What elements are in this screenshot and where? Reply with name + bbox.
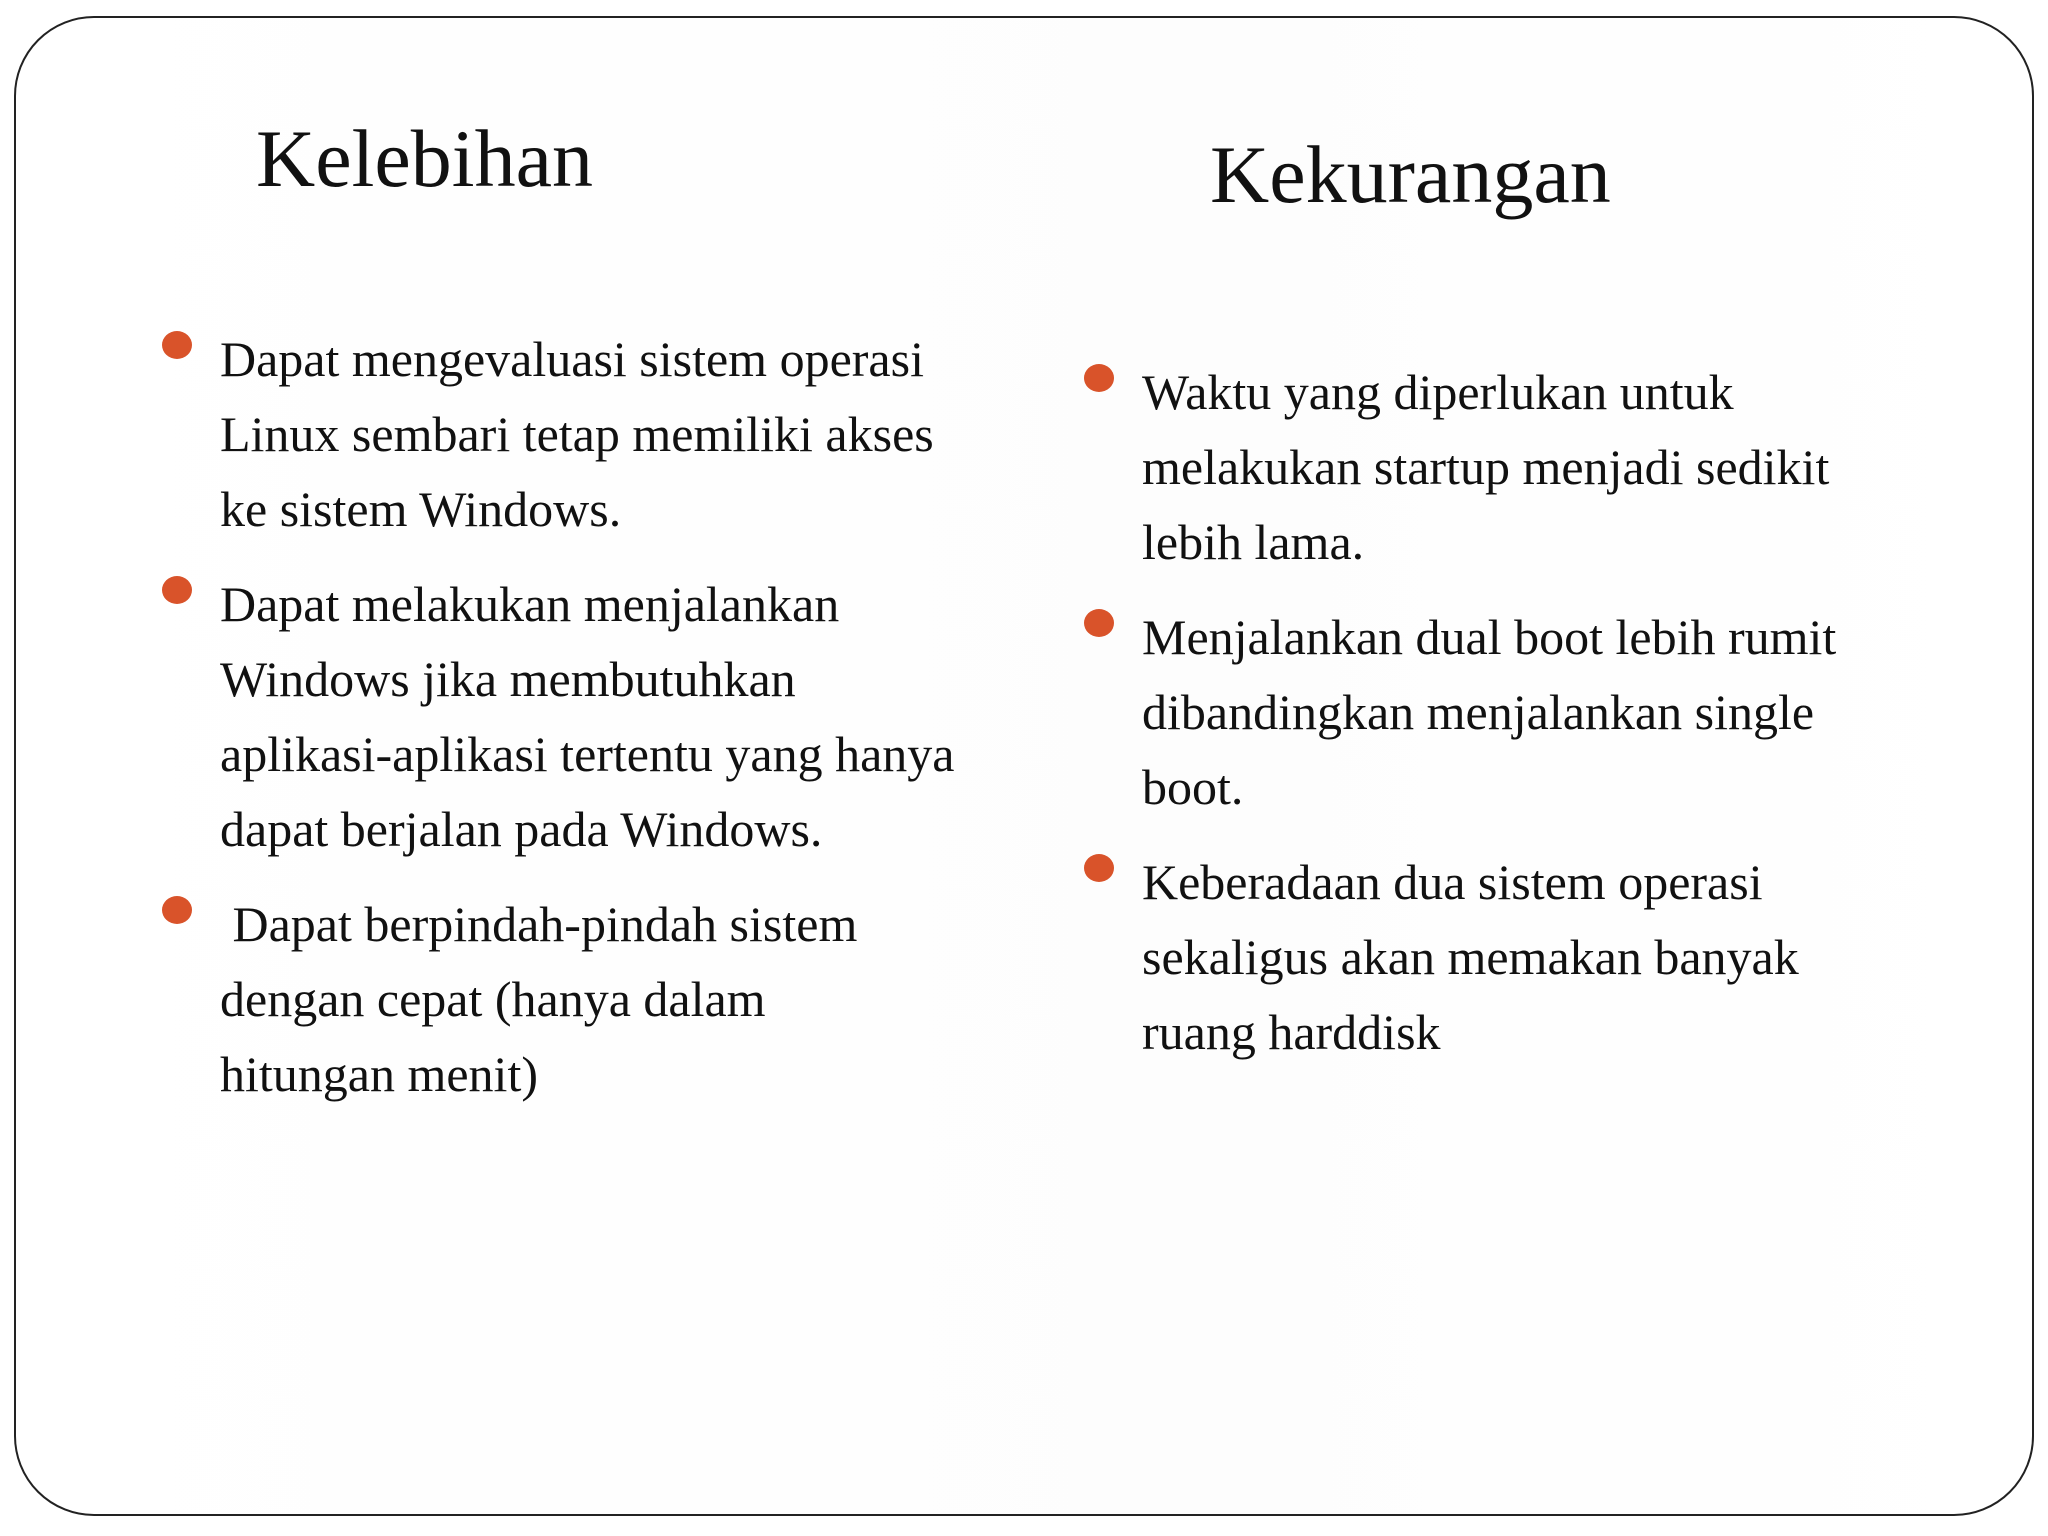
item-line: Dapat melakukan menjalankan bbox=[220, 576, 840, 632]
item-line: Dapat mengevaluasi sistem operasi bbox=[220, 331, 924, 387]
kelebihan-list bbox=[160, 322, 1040, 1132]
bullet-dot-icon bbox=[162, 896, 192, 924]
item-line: aplikasi-aplikasi tertentu yang hanya bbox=[220, 726, 955, 782]
item-line: dapat berjalan pada Windows. bbox=[220, 801, 823, 857]
item-line: dibandingkan menjalankan single bbox=[1142, 684, 1815, 740]
bullet-dot-icon bbox=[162, 576, 192, 604]
item-line: hitungan menit) bbox=[220, 1046, 538, 1102]
kekurangan-item-2 bbox=[1082, 600, 1962, 825]
kekurangan-item-3 bbox=[1082, 845, 1962, 1070]
item-line: Dapat berpindah-pindah sistem bbox=[220, 896, 858, 952]
item-line: Windows jika membutuhkan bbox=[220, 651, 796, 707]
item-line: ruang harddisk bbox=[1142, 1004, 1441, 1060]
bullet-dot-icon bbox=[162, 331, 192, 359]
item-line: ke sistem Windows. bbox=[220, 481, 622, 537]
item-line: Menjalankan dual boot lebih rumit bbox=[1142, 609, 1837, 665]
heading-kekurangan: Kekurangan bbox=[1210, 129, 1611, 220]
bullet-dot-icon bbox=[1084, 854, 1114, 882]
item-line: sekaligus akan memakan banyak bbox=[1142, 929, 1799, 985]
item-line: Keberadaan dua sistem operasi bbox=[1142, 854, 1763, 910]
kekurangan-item-1 bbox=[1082, 355, 1962, 580]
kekurangan-list bbox=[1082, 355, 1962, 1090]
item-line: boot. bbox=[1142, 759, 1244, 815]
item-line: melakukan startup menjadi sedikit bbox=[1142, 439, 1830, 495]
kelebihan-item-2 bbox=[160, 567, 1040, 867]
item-line: dengan cepat (hanya dalam bbox=[220, 971, 766, 1027]
bullet-dot-icon bbox=[1084, 364, 1114, 392]
item-line: Linux sembari tetap memiliki akses bbox=[220, 406, 934, 462]
item-line: Waktu yang diperlukan untuk bbox=[1142, 364, 1734, 420]
bullet-dot-icon bbox=[1084, 609, 1114, 637]
item-line: lebih lama. bbox=[1142, 514, 1365, 570]
kelebihan-item-3 bbox=[160, 887, 1040, 1112]
heading-kelebihan: Kelebihan bbox=[256, 113, 593, 204]
kelebihan-item-1 bbox=[160, 322, 1040, 547]
